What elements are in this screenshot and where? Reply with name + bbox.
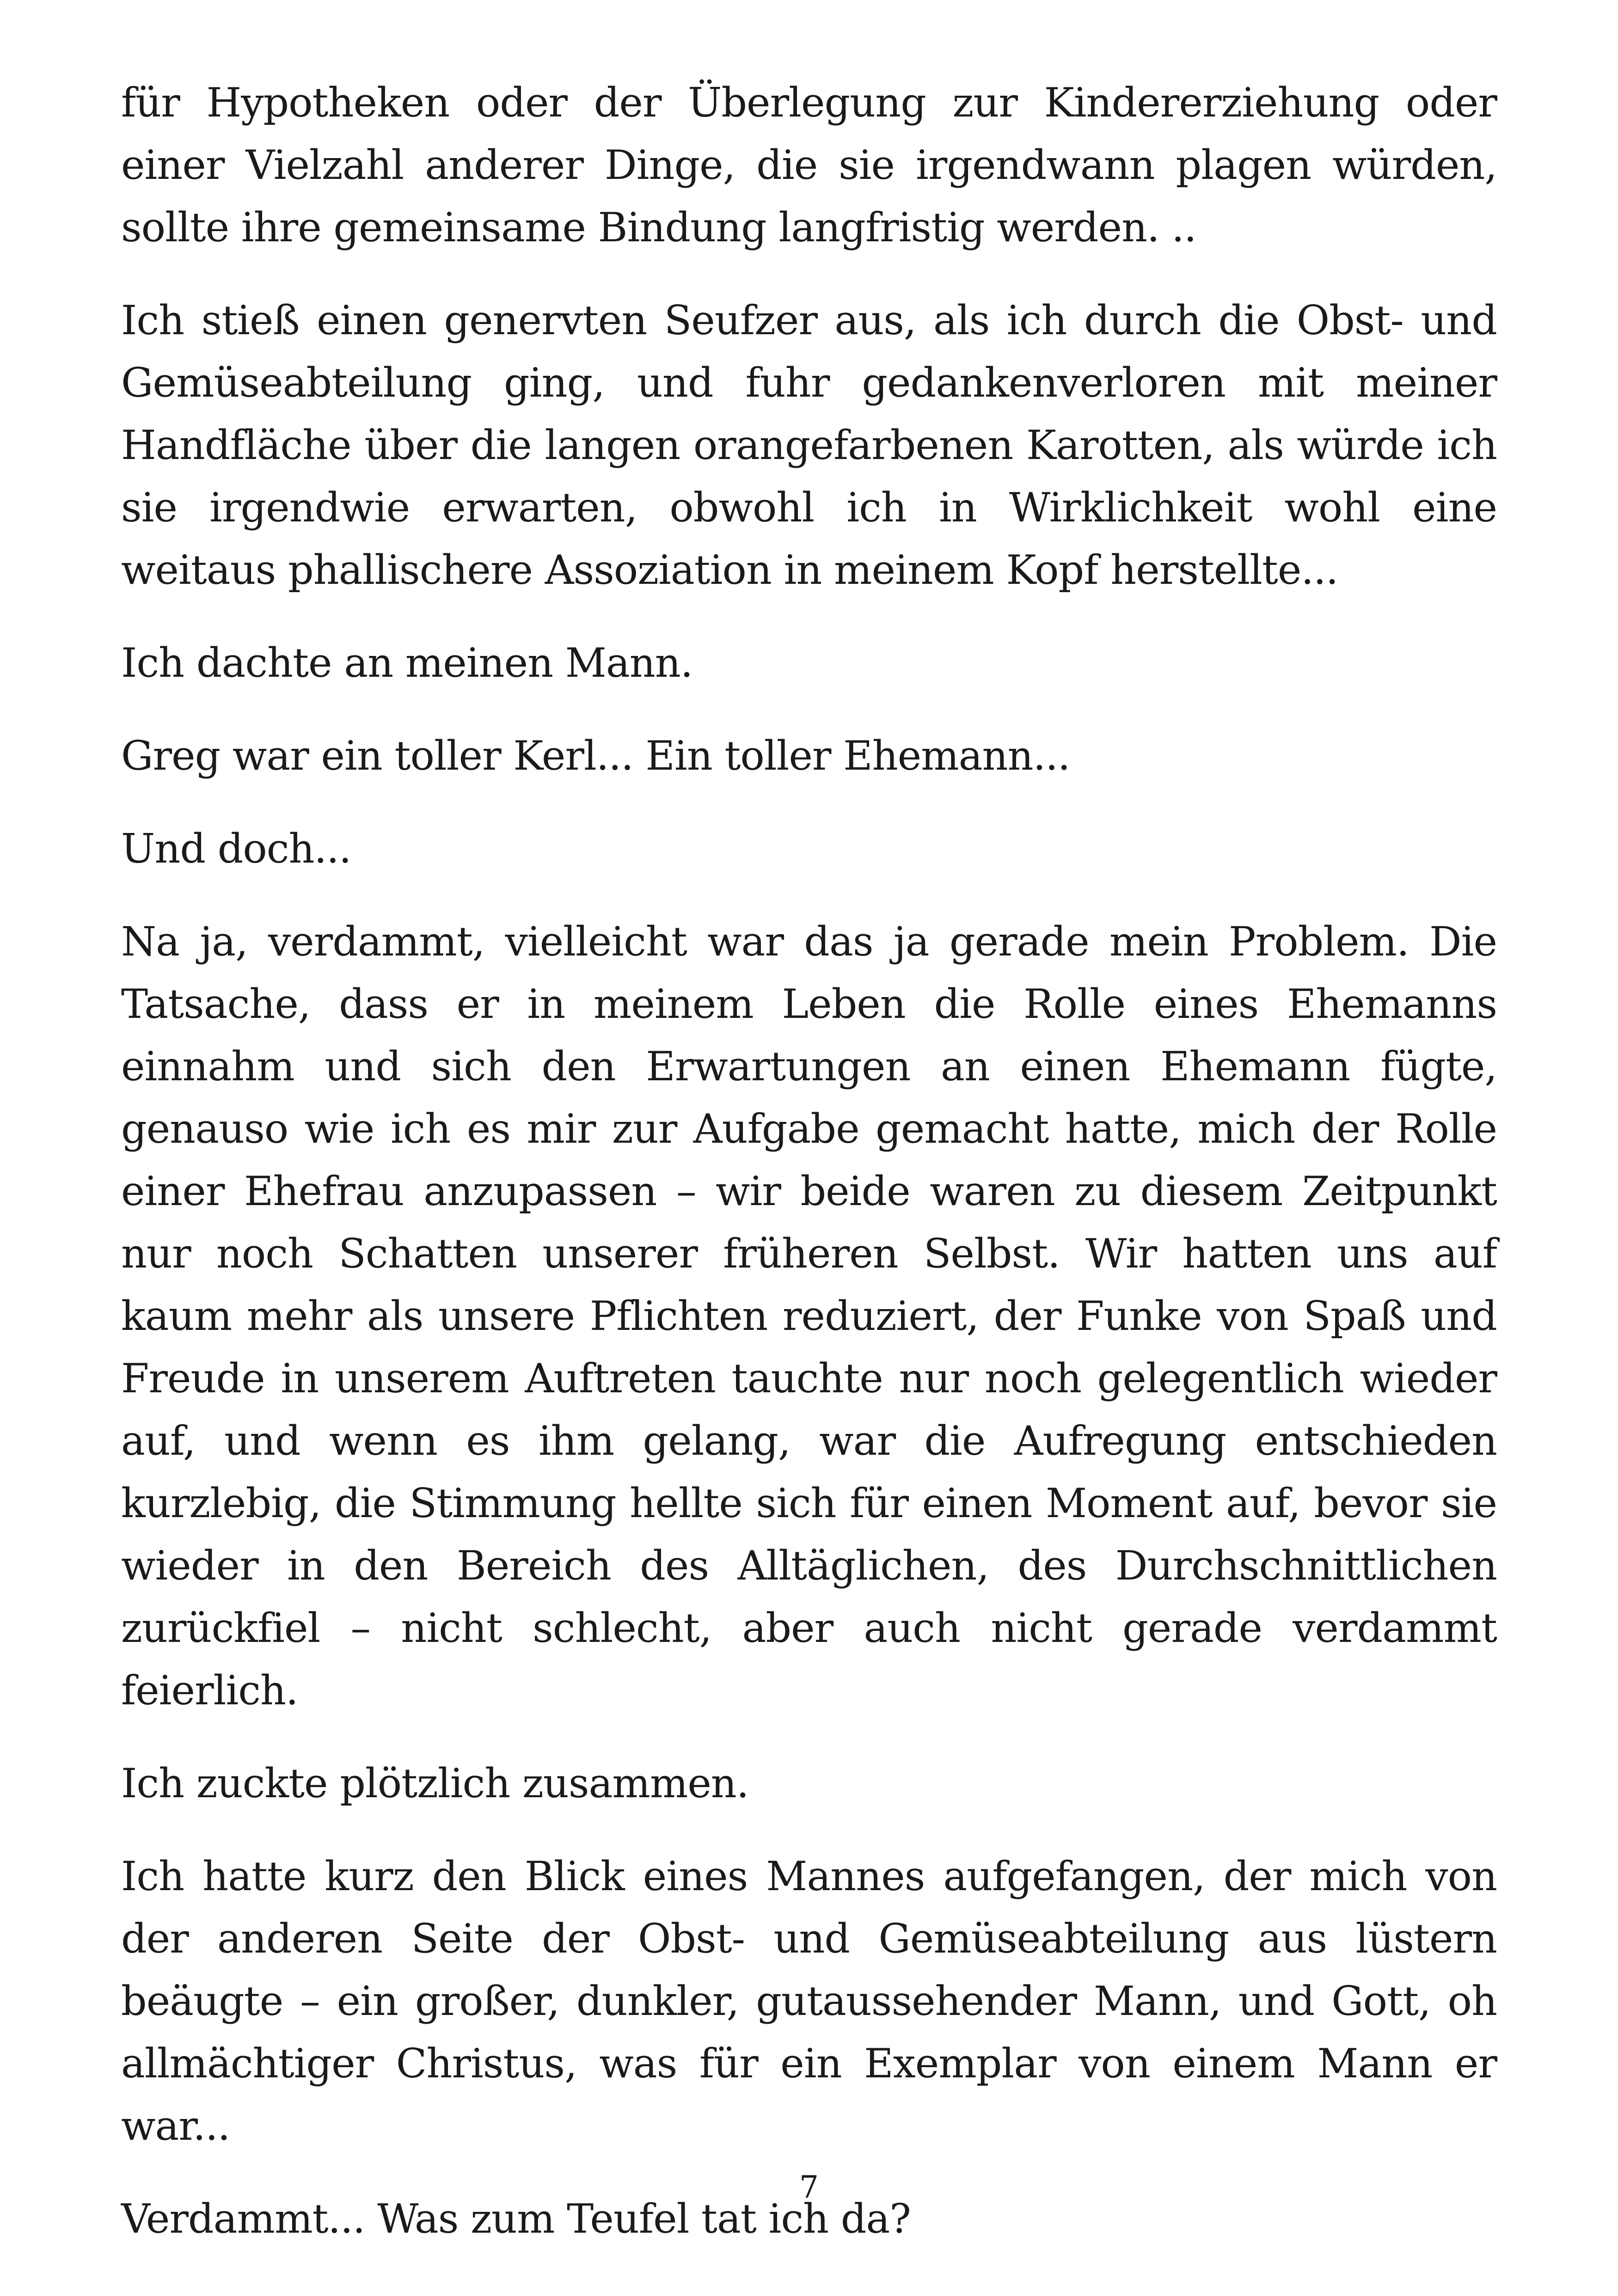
- paragraph-3: Ich dachte an meinen Mann.: [121, 639, 693, 686]
- paragraph-5: Und doch...: [121, 825, 351, 872]
- paragraph-8: Ich hatte kurz den Blick eines Mannes aufgefangen, der mich von der anderen Seite der Obst- und Gemüseabteilung aus lüstern beäugte – ein großer, dunkler, gutaussehender Mann, und Gott, oh allmächtiger Christus, was für ein Exemplar von einem Mann er war...: [121, 1853, 1497, 2149]
- page-number: 7: [799, 2169, 819, 2205]
- paragraph-9: Verdammt... Was zum Teufel tat ich da?: [121, 2195, 911, 2242]
- paragraph-2: Ich stieß einen genervten Seufzer aus, als ich durch die Obst- und Gemüseabteilung ging, und fuhr gedankenverloren mit meiner Handfläche über die langen orangefarbenen Karotten, als würde ich sie irgendwie erwarten, obwohl ich in Wirklichkeit wohl eine weitaus phallischere Assoziation in meinem Kopf herstellte...: [121, 297, 1497, 594]
- paragraph-1: für Hypotheken oder der Überlegung zur Kindererziehung oder einer Vielzahl anderer Dinge, die sie irgendwann plagen würden, sollte ihre gemeinsame Bindung langfristig werden. ..: [121, 79, 1497, 251]
- paragraph-7: Ich zuckte plötzlich zusammen.: [121, 1760, 749, 1807]
- paragraph-4: Greg war ein toller Kerl... Ein toller Ehemann...: [121, 732, 1070, 779]
- page-body: [121, 72, 1497, 2281]
- paragraph-6: Na ja, verdammt, vielleicht war das ja gerade mein Problem. Die Tatsache, dass er in meinem Leben die Rolle eines Ehemanns einnahm und sich den Erwartungen an einen Ehemann fügte, genauso wie ich es mir zur Aufgabe gemacht hatte, mich der Rolle einer Ehefrau anzupassen – wir beide waren zu diesem Zeitpunkt nur noch Schatten unserer früheren Selbst. Wir hatten uns auf kaum mehr als unsere Pflichten reduziert, der Funke von Spaß und Freude in unserem Auftreten tauchte nur noch gelegentlich wieder auf, und wenn es ihm gelang, war die Aufregung entschieden kurzlebig, die Stimmung hellte sich für einen Moment auf, bevor sie wieder in den Bereich des Alltäglichen, des Durchschnittlichen zurückfiel – nicht schlecht, aber auch nicht gerade verdammt feierlich.: [121, 918, 1497, 1714]
